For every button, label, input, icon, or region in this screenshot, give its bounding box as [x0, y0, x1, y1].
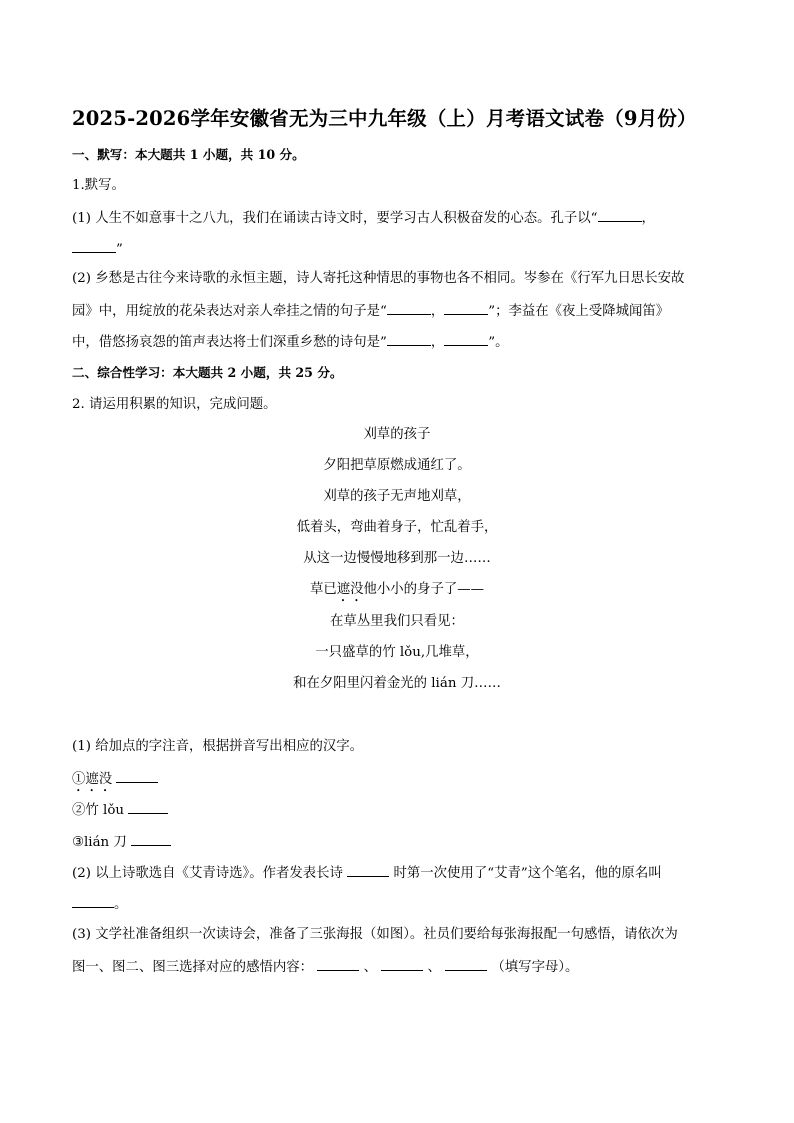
q1-1-comma: ，: [641, 211, 655, 226]
q1-2-text-a: 园》中，用绽放的花朵表达对亲人牵挂之情的句子是“: [72, 304, 387, 319]
answer-blank[interactable]: [128, 799, 168, 814]
question-1-2-line-2: [72, 300, 669, 322]
question-1-1-cont: [72, 238, 123, 260]
answer-blank[interactable]: [445, 956, 487, 971]
answer-blank[interactable]: [131, 831, 171, 846]
answer-blank[interactable]: [72, 238, 116, 253]
poem-line: 刈草的孩子无声地刈草，: [323, 489, 471, 504]
answer-blank[interactable]: [387, 331, 431, 346]
q1-2-text-c: ”；李益在《夜上受降城闻笛》: [488, 304, 670, 319]
answer-blank[interactable]: [116, 768, 158, 783]
dotted-chars: 遮没: [336, 582, 364, 597]
question-2-1-b: [72, 799, 168, 821]
question-2-1-c: [72, 831, 171, 853]
poem-line: 在草丛里我们只看见：: [330, 614, 464, 629]
answer-blank[interactable]: [381, 956, 423, 971]
item-a-text: ①遮没: [72, 772, 113, 787]
poem-text: 草已: [309, 582, 337, 597]
q1-2-text-e: ”。: [488, 335, 509, 350]
item-b-text: ②竹 lǒu: [72, 803, 125, 818]
question-2-1-a: [72, 768, 158, 795]
poem-text: 他小小的身子了——: [363, 582, 485, 597]
section-1-heading: 一、默写：本大题共 1 小题，共 10 分。: [72, 147, 305, 162]
q2-2-period: 。: [114, 897, 128, 912]
answer-blank[interactable]: [347, 862, 389, 877]
section-2-heading: 二、综合性学习：本大题共 2 小题，共 25 分。: [72, 365, 343, 380]
answer-blank[interactable]: [598, 207, 642, 222]
question-1-2-line-3: [72, 331, 508, 353]
poem-title: 刈草的孩子: [363, 427, 431, 442]
answer-blank[interactable]: [444, 300, 488, 315]
question-2-label: 2. 请运用积累的知识，完成问题。: [72, 397, 277, 412]
question-2-3-line-1: (3) 文学社准备组织一次读诗会，准备了三张海报（如图）。社员们要给每张海报配一句感悟，请依次为: [72, 927, 678, 942]
poem-line: 从这一边慢慢地移到那一边……: [303, 551, 491, 566]
question-1-1: [72, 207, 655, 229]
q2-3-text-end: （填写字母）。: [491, 960, 579, 975]
q1-1-text: (1) 人生不如意事十之八九，我们在诵读古诗文时，要学习古人积极奋发的心态。孔子以“: [72, 211, 598, 226]
question-1-label: 1.默写。: [72, 178, 125, 193]
item-c-text: ③lián 刀: [72, 835, 127, 850]
answer-blank[interactable]: [387, 300, 431, 315]
poem-line: 一只盛草的竹 lǒu,几堆草，: [315, 645, 479, 660]
q2-2-text-b: 时第一次使用了“艾青”这个笔名，他的原名叫: [393, 866, 662, 881]
document-title: 2025-2026学年安徽省无为三中九年级（上）月考语文试卷（9月份）: [72, 107, 697, 130]
q2-2-text-a: (2) 以上诗歌选自《艾青诗选》。作者发表长诗: [72, 866, 343, 881]
question-2-1: (1) 给加点的字注音，根据拼音写出相应的汉字。: [72, 739, 364, 754]
poem-line: [0, 580, 794, 605]
answer-blank[interactable]: [317, 956, 359, 971]
question-2-2-line-1: [72, 862, 662, 884]
poem-line: 夕阳把草原燃成通红了。: [323, 458, 471, 473]
separator: 、: [427, 960, 441, 975]
poem-line: 和在夕阳里闪着金光的 lián 刀……: [293, 676, 501, 691]
separator: 、: [363, 960, 377, 975]
q2-3-text-a: 图一、图二、图三选择对应的感悟内容：: [72, 960, 314, 975]
q1-1-close-quote: ”: [116, 242, 123, 257]
question-2-2-line-2: [72, 893, 127, 915]
answer-blank[interactable]: [72, 893, 114, 908]
q1-2-comma-2: ，: [430, 335, 445, 350]
question-1-2-line-1: (2) 乡愁是古往今来诗歌的永恒主题，诗人寄托这种情思的事物也各不相同。岑参在《行军九日思长安故: [72, 271, 685, 286]
q1-2-text-d: 中，借悠扬哀怨的笛声表达将士们深重乡愁的诗句是”: [72, 335, 387, 350]
poem-line: 低着头，弯曲着身子，忙乱着手，: [296, 520, 498, 535]
q1-2-comma: ，: [430, 304, 445, 319]
question-2-3-line-2: [72, 956, 578, 978]
answer-blank[interactable]: [444, 331, 488, 346]
